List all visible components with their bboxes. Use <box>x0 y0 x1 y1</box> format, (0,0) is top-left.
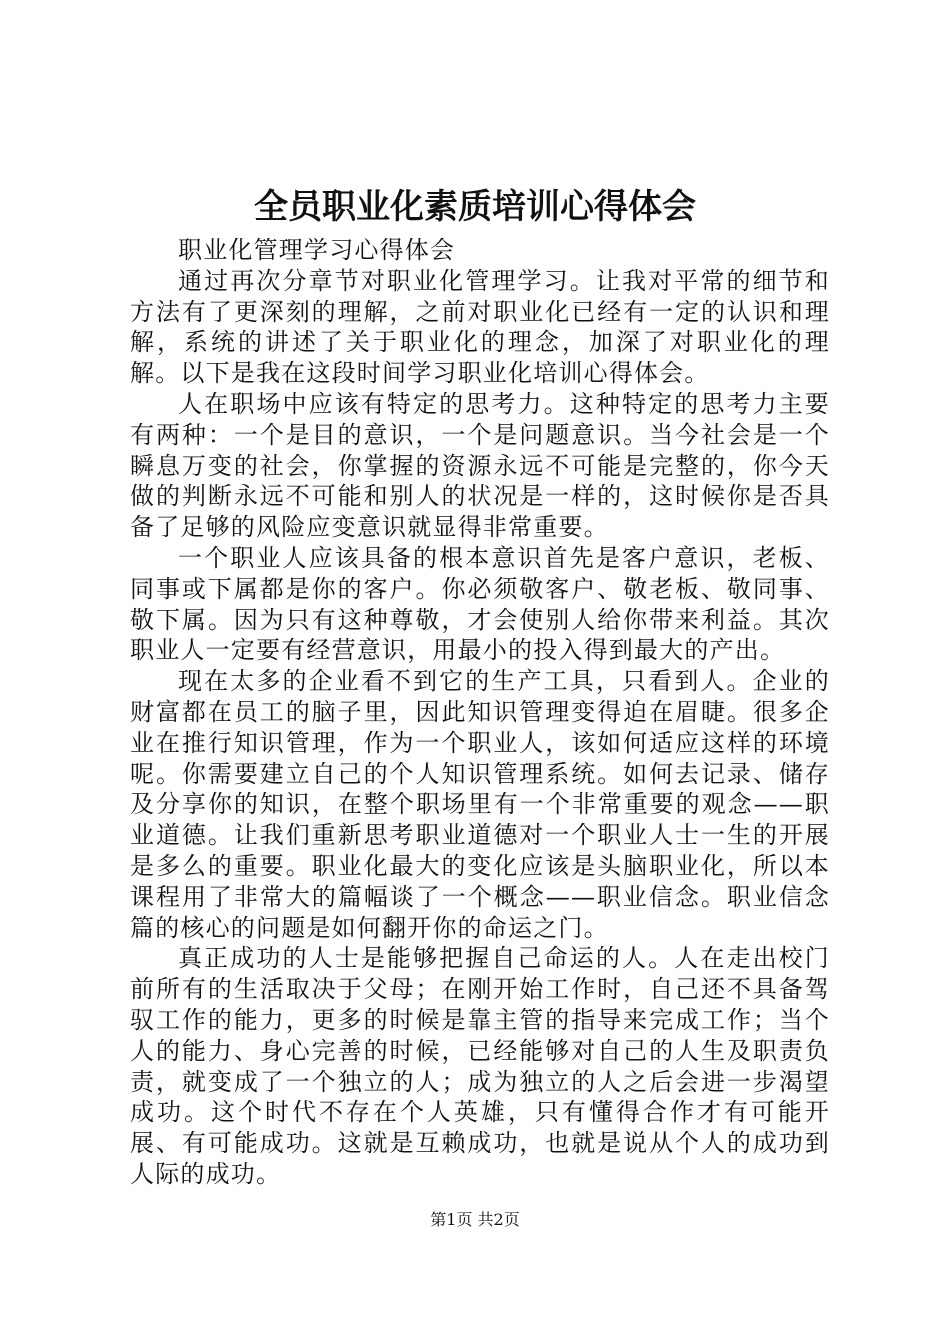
paragraph: 真正成功的人士是能够把握自己命运的人。人在走出校门前所有的生活取决于父母；在刚开始工作时，自己还不具备驾驭工作的能力，更多的时候是靠主管的指导来完成工作；当个人的能力、身心完善的时候，已经能够对自己的人生及职责负责，就变成了一个独立的人；成为独立的人之后会进一步渴望成功。这个时代不存在个人英雄，只有懂得合作才有可能开展、有可能成功。这就是互赖成功，也就是说从个人的成功到人际的成功。 <box>130 944 830 1188</box>
paragraph: 通过再次分章节对职业化管理学习。让我对平常的细节和方法有了更深刻的理解，之前对职业化已经有一定的认识和理解，系统的讲述了关于职业化的理念，加深了对职业化的理解。以下是我在这段时间学习职业化培训心得体会。 <box>130 266 830 388</box>
document-subtitle: 职业化管理学习心得体会 <box>178 236 456 264</box>
paragraph: 一个职业人应该具备的根本意识首先是客户意识，老板、同事或下属都是你的客户。你必须敬客户、敬老板、敬同事、敬下属。因为只有这种尊敬，才会使别人给你带来利益。其次职业人一定要有经营意识，用最小的投入得到最大的产出。 <box>130 543 830 665</box>
paragraph: 现在太多的企业看不到它的生产工具，只看到人。企业的财富都在员工的脑子里，因此知识管理变得迫在眉睫。很多企业在推行知识管理，作为一个职业人，该如何适应这样的环境呢。你需要建立自己的个人知识管理系统。如何去记录、储存及分享你的知识，在整个职场里有一个非常重要的观念——职业道德。让我们重新思考职业道德对一个职业人士一生的开展是多么的重要。职业化最大的变化应该是头脑职业化，所以本课程用了非常大的篇幅谈了一个概念——职业信念。职业信念篇的核心的问题是如何翻开你的命运之门。 <box>130 667 830 942</box>
document-body <box>130 235 830 1190</box>
document-title: 全员职业化素质培训心得体会 <box>254 187 696 227</box>
paragraph: 人在职场中应该有特定的思考力。这种特定的思考力主要有两种：一个是目的意识，一个是问题意识。当今社会是一个瞬息万变的社会，你掌握的资源永远不可能是完整的，你今天做的判断永远不可能和别人的状况是一样的，这时候你是否具备了足够的风险应变意识就显得非常重要。 <box>130 389 830 542</box>
page-number-footer: 第1页 共2页 <box>430 1210 520 1229</box>
